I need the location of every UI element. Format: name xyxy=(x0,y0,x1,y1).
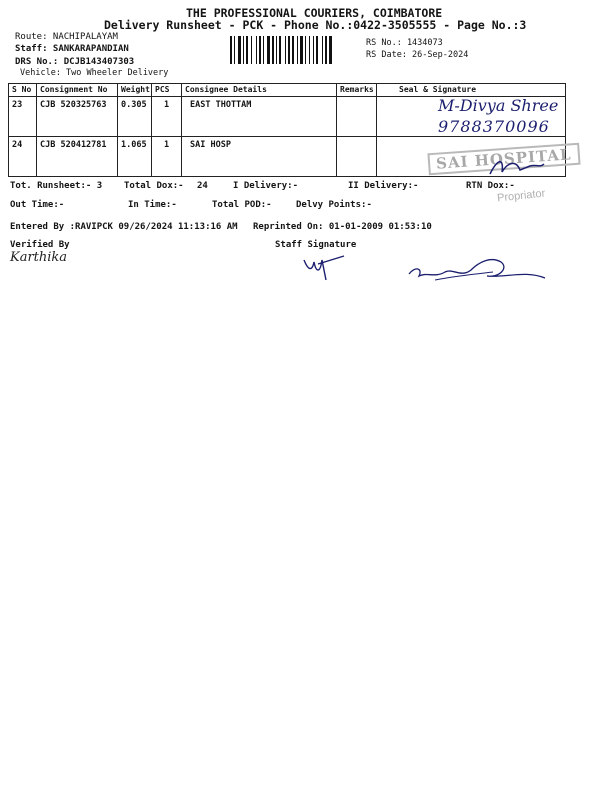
handwritten-name: M-Divya Shree xyxy=(438,96,559,115)
cell-remarks xyxy=(337,137,377,177)
verified-by-label: Verified By xyxy=(10,240,70,250)
cell-consignment: CJB 520412781 xyxy=(37,137,118,177)
staff-label: Staff: SANKARAPANDIAN xyxy=(15,44,129,54)
col-header-consignee: Consignee Details xyxy=(182,84,337,97)
col-header-weight: Weight xyxy=(118,84,152,97)
runsheet-title: Delivery Runsheet - PCK - Phone No.:0422-3505555 - Page No.:3 xyxy=(104,18,527,32)
col-header-consignment: Consignment No xyxy=(37,84,118,97)
total-dox-label: Total Dox:- xyxy=(124,181,184,191)
cell-remarks xyxy=(337,97,377,137)
rtn-dox: RTN Dox:- xyxy=(466,181,515,191)
delvy-points: Delvy Points:- xyxy=(296,200,372,210)
company-title: THE PROFESSIONAL COURIERS, COIMBATORE xyxy=(186,6,443,20)
cell-pcs: 1 xyxy=(152,137,182,177)
col-header-remarks: Remarks xyxy=(337,84,377,97)
total-dox-value: 24 xyxy=(197,181,208,191)
i-delivery: I Delivery:- xyxy=(233,181,299,191)
cell-consignee: EAST THOTTAM xyxy=(182,97,337,137)
tot-runsheet: Tot. Runsheet:- 3 xyxy=(10,181,103,191)
table-header-row xyxy=(9,84,566,97)
rs-number: RS No.: 1434073 xyxy=(366,38,443,48)
cell-weight: 1.065 xyxy=(118,137,152,177)
vehicle-label: Vehicle: Two Wheeler Delivery xyxy=(20,68,169,78)
stamp-signature-icon xyxy=(486,154,546,180)
route-label: Route: NACHIPALAYAM xyxy=(15,32,118,42)
stamp-proprietor-text: Propriator xyxy=(496,187,546,205)
col-header-pcs: PCS xyxy=(152,84,182,97)
hospital-stamp: SAI HOSPITAL xyxy=(427,143,580,176)
cell-weight: 0.305 xyxy=(118,97,152,137)
staff-signature-label: Staff Signature xyxy=(275,240,357,250)
entered-by: Entered By :RAVIPCK 09/26/2024 11:13:16 AM xyxy=(10,222,238,232)
reprinted-on: Reprinted On: 01-01-2009 01:53:10 xyxy=(253,222,432,232)
total-pod: Total POD:- xyxy=(212,200,272,210)
cell-pcs: 1 xyxy=(152,97,182,137)
cell-consignment: CJB 520325763 xyxy=(37,97,118,137)
col-header-sno: S No xyxy=(9,84,37,97)
handwritten-phone: 9788370096 xyxy=(438,117,550,136)
rs-date: RS Date: 26-Sep-2024 xyxy=(366,50,469,60)
col-header-seal: Seal & Signature xyxy=(377,84,566,97)
ii-delivery: II Delivery:- xyxy=(348,181,419,191)
cell-sno: 23 xyxy=(9,97,37,137)
out-time: Out Time:- xyxy=(10,200,65,210)
verifier-signature: Karthika xyxy=(10,250,68,265)
supervisor-signature-icon xyxy=(405,252,550,286)
in-time: In Time:- xyxy=(128,200,177,210)
barcode-icon xyxy=(230,36,358,64)
cell-consignee: SAI HOSP xyxy=(182,137,337,177)
drs-number: DRS No.: DCJB143407303 xyxy=(15,57,135,67)
cell-sno: 24 xyxy=(9,137,37,177)
staff-signature-icon xyxy=(300,250,350,282)
